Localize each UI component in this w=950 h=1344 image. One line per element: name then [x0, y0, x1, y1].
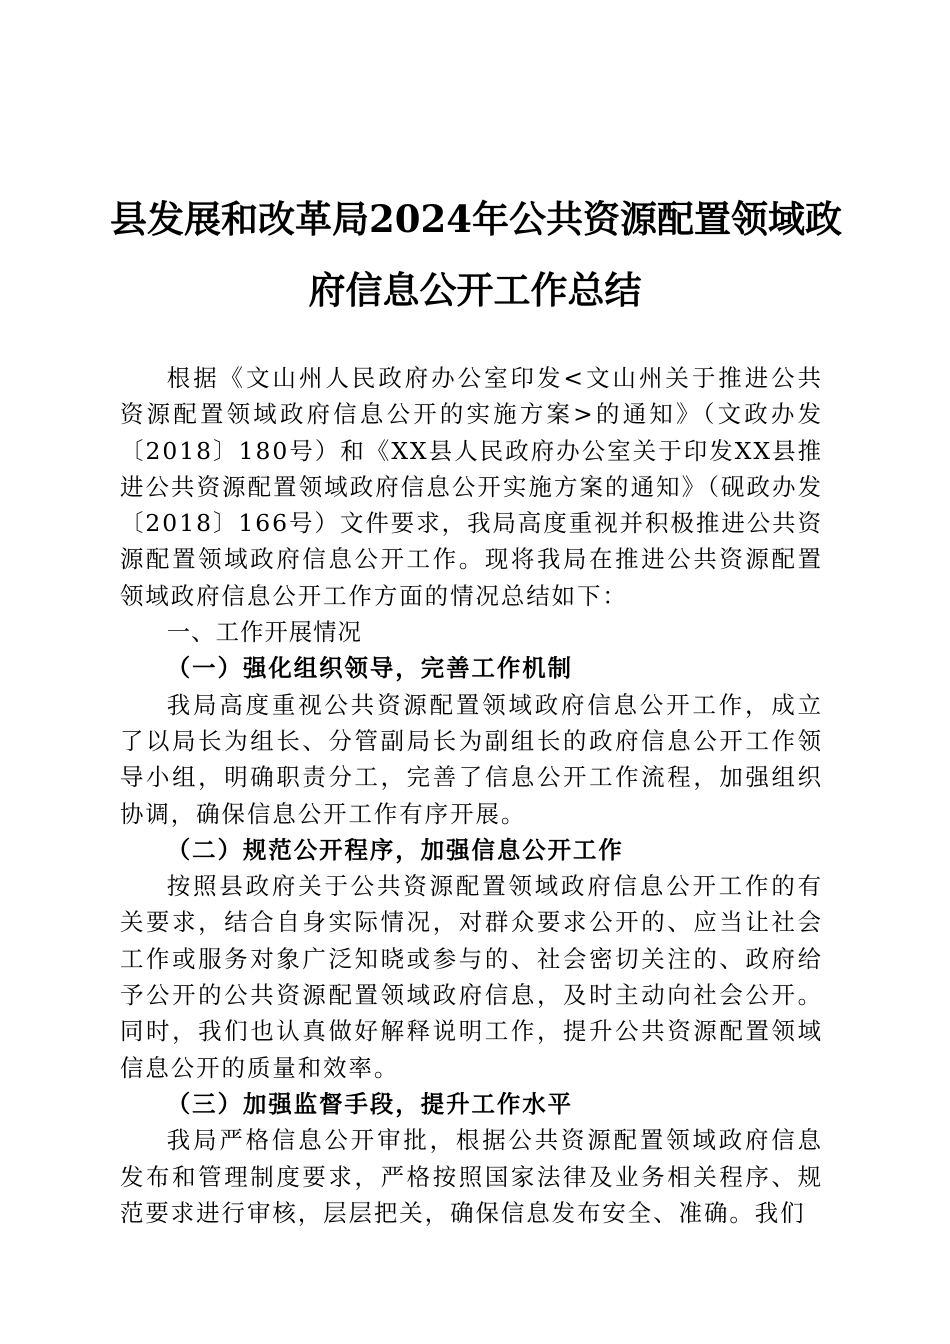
subsection-heading-2: （二）规范公开程序，加强信息公开工作 [166, 835, 624, 864]
subsection-paragraph-2: 按照县政府关于公共资源配置领域政府信息公开工作的有关要求，结合自身实际情况，对群众要求公开的、应当让社会工作或服务对象广泛知晓或参与的、社会密切关注的、政府给予公开的公共资源配置领域政府信息，及时主动向社会公开。同时，我们也认真做好解释说明工作，提升公共资源配置领域信息公开的质量和效率。 [120, 872, 823, 1082]
document-title-line-2: 府信息公开工作总结 [308, 268, 642, 312]
subsection-paragraph-1: 我局高度重视公共资源配置领域政府信息公开工作，成立了以局长为组长、分管副局长为副组长的政府信息公开工作领导小组，明确职责分工，完善了信息公开工作流程，加强组织协调，确保信息公开工作有序开展。 [120, 690, 823, 828]
subsection-heading-3: （三）加强监督手段，提升工作水平 [166, 1089, 574, 1118]
intro-paragraph: 根据《文山州人民政府办公室印发<文山州关于推进公共资源配置领域政府信息公开的实施方案>的通知》（文政办发〔2018〕180号）和《XX县人民政府办公室关于印发XX县推进公共资源配置领域政府信息公开实施方案的通知》（砚政办发〔2018〕166号）文件要求，我局高度重视并积极推进公共资源配置领域政府信息公开工作。现将我局在推进公共资源配置领域政府信息公开工作方面的情况总结如下： [120, 364, 823, 610]
document-title-line-1: 县发展和改革局2024年公共资源配置领域政 [110, 197, 842, 241]
section-heading-1: 一、工作开展情况 [166, 618, 362, 647]
subsection-paragraph-3: 我局严格信息公开审批，根据公共资源配置领域政府信息发布和管理制度要求，严格按照国家法律及业务相关程序、规范要求进行审核，层层把关，确保信息发布安全、准确。我们 [120, 1126, 823, 1227]
subsection-heading-1: （一）强化组织领导，完善工作机制 [166, 654, 574, 683]
document-body [120, 360, 823, 1231]
